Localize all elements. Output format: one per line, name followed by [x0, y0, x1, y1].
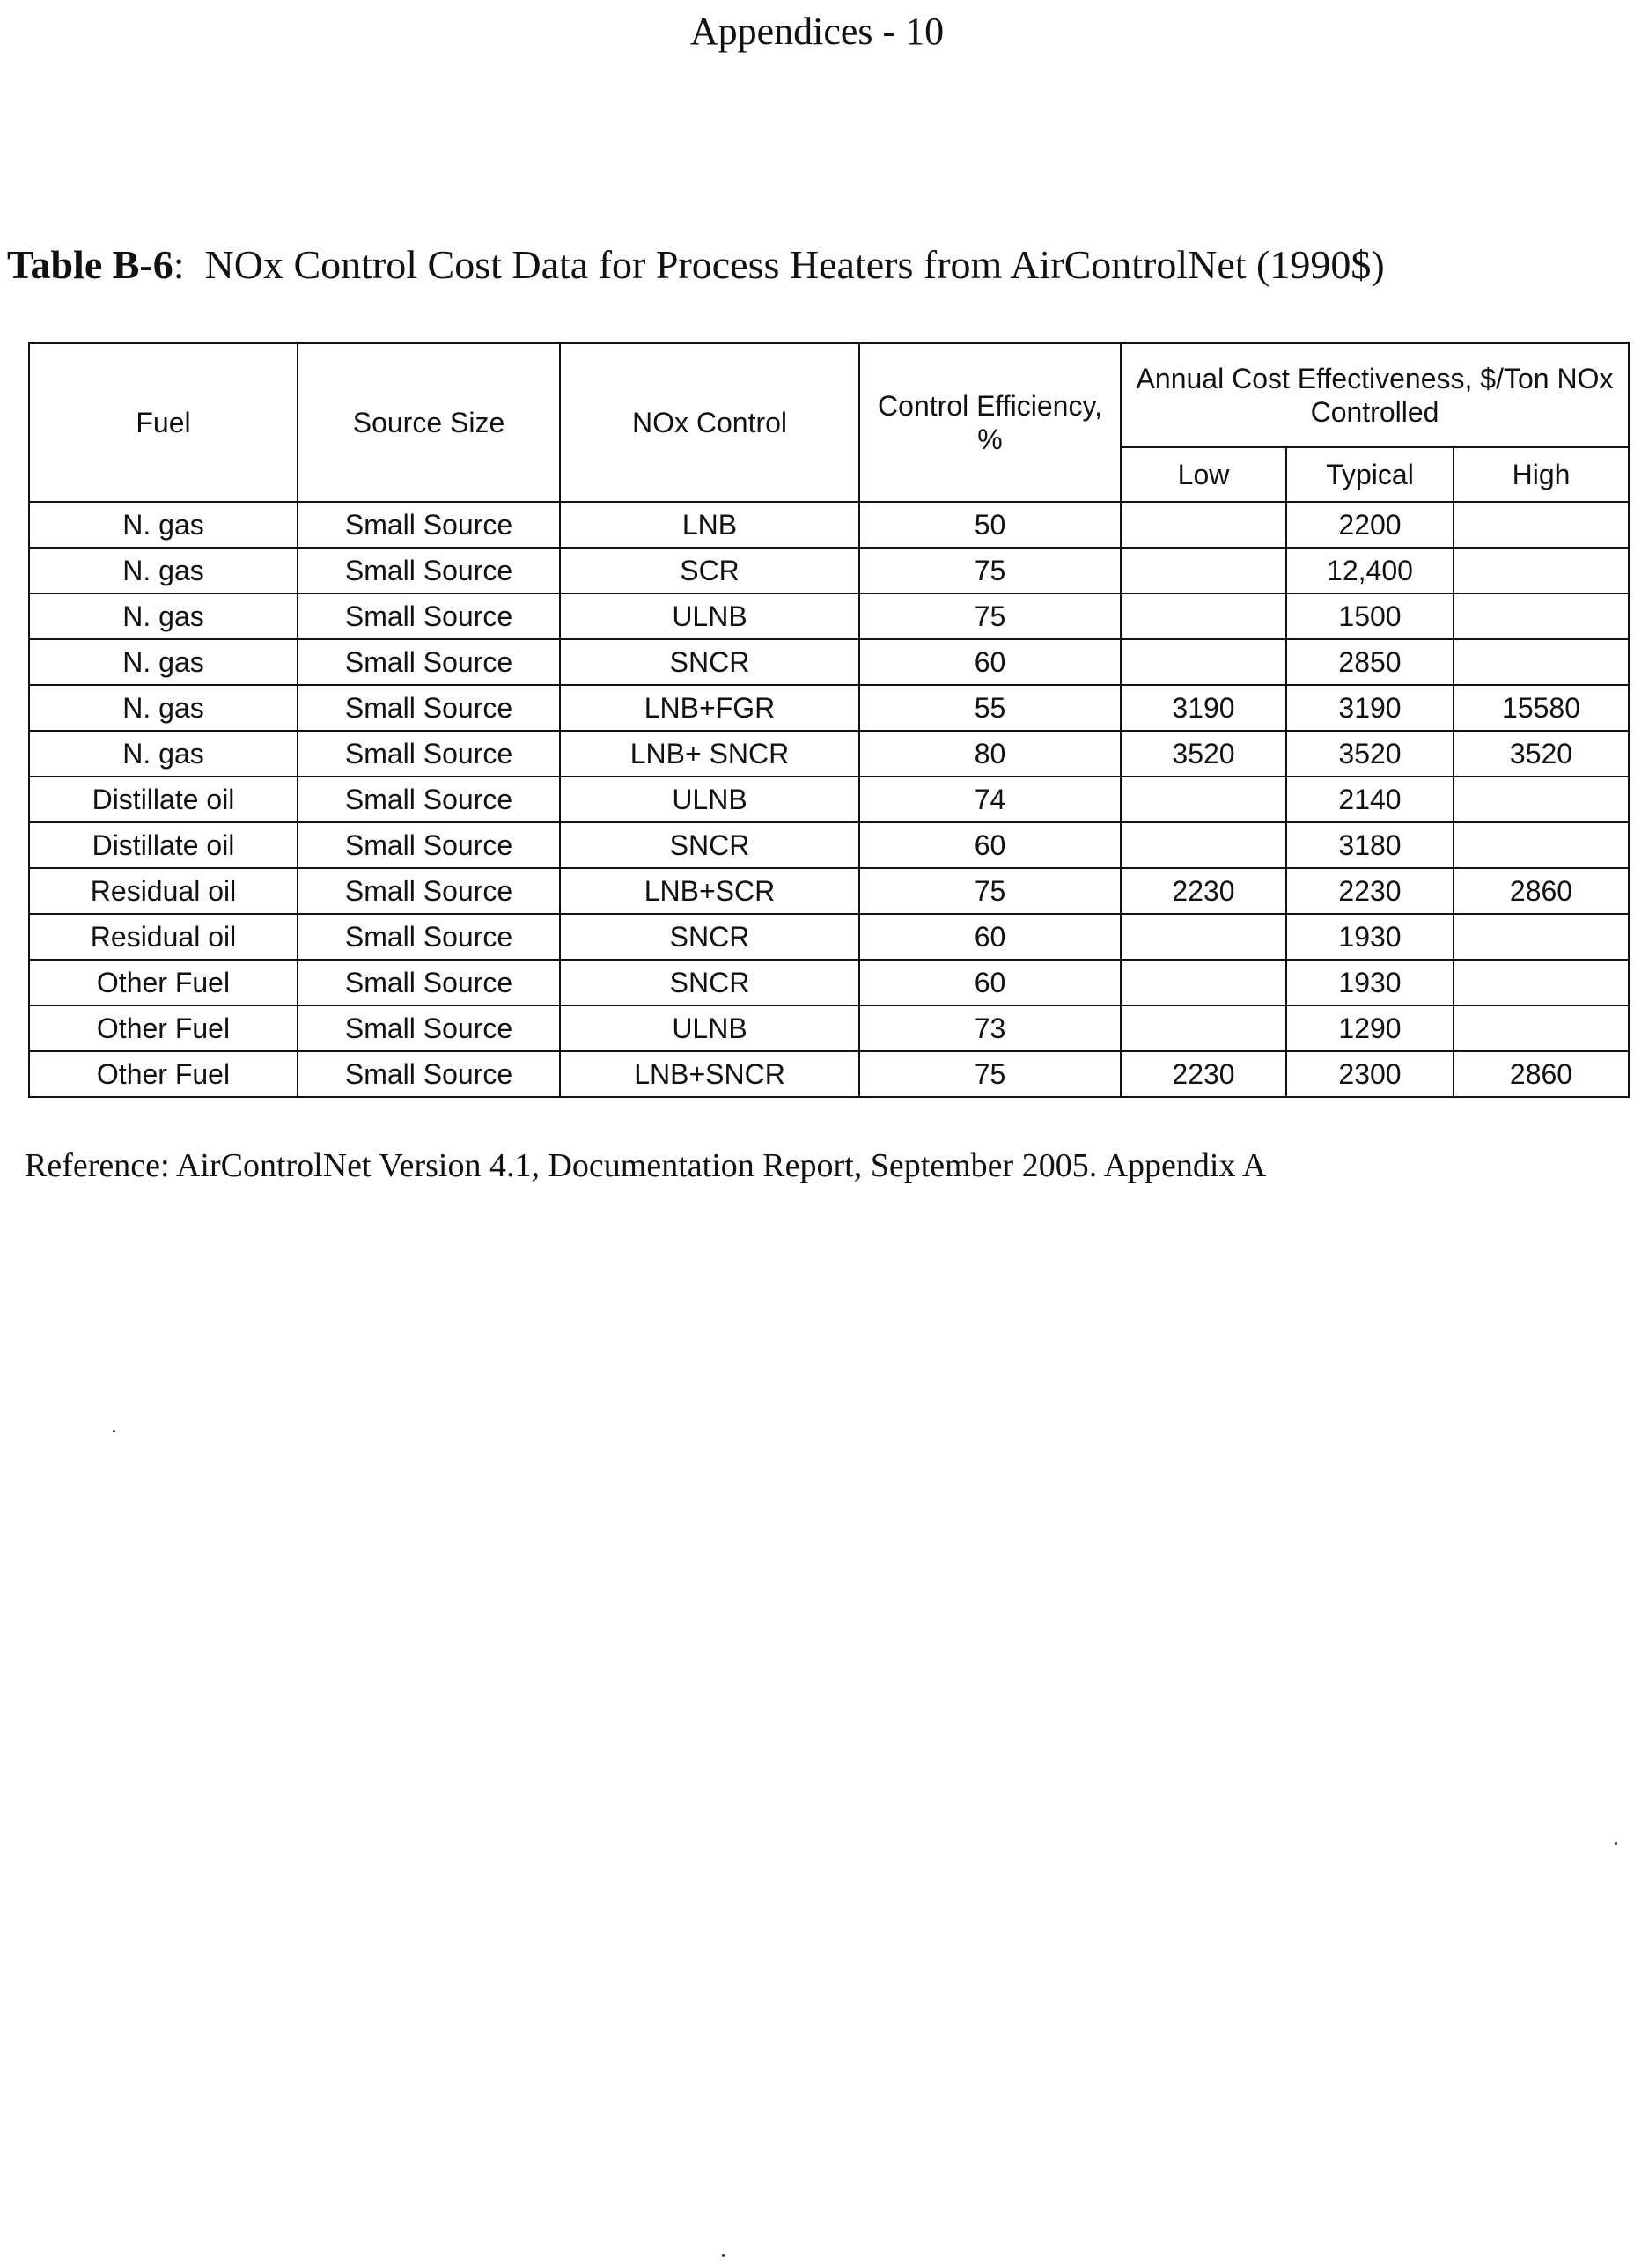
- cell-fuel: Other Fuel: [29, 1005, 298, 1051]
- table-row: [29, 731, 1629, 777]
- cell-source-size: Small Source: [298, 548, 560, 593]
- cell-high: [1454, 960, 1629, 1005]
- cell-fuel: Residual oil: [29, 868, 298, 914]
- table-row: [29, 685, 1629, 731]
- cell-nox-control: LNB: [560, 502, 859, 548]
- cell-fuel: N. gas: [29, 502, 298, 548]
- table-row: [29, 639, 1629, 685]
- cell-high: 3520: [1454, 731, 1629, 777]
- cell-efficiency: 74: [859, 777, 1121, 822]
- cell-source-size: Small Source: [298, 593, 560, 639]
- cell-source-size: Small Source: [298, 731, 560, 777]
- cell-fuel: N. gas: [29, 731, 298, 777]
- cell-efficiency: 60: [859, 822, 1121, 868]
- cell-low: 3190: [1121, 685, 1286, 731]
- cell-source-size: Small Source: [298, 1005, 560, 1051]
- nox-cost-table: [28, 342, 1630, 1098]
- cell-nox-control: ULNB: [560, 1005, 859, 1051]
- cell-fuel: N. gas: [29, 639, 298, 685]
- cell-source-size: Small Source: [298, 639, 560, 685]
- cell-nox-control: SNCR: [560, 960, 859, 1005]
- cell-nox-control: SNCR: [560, 914, 859, 960]
- cell-nox-control: SNCR: [560, 639, 859, 685]
- cell-low: 2230: [1121, 868, 1286, 914]
- cell-fuel: Other Fuel: [29, 1051, 298, 1097]
- cell-efficiency: 75: [859, 548, 1121, 593]
- table-row: [29, 914, 1629, 960]
- cell-efficiency: 50: [859, 502, 1121, 548]
- cell-low: [1121, 639, 1286, 685]
- cell-efficiency: 60: [859, 914, 1121, 960]
- cell-low: [1121, 822, 1286, 868]
- cell-efficiency: 80: [859, 731, 1121, 777]
- cell-high: [1454, 1005, 1629, 1051]
- cell-typical: 3180: [1286, 822, 1454, 868]
- cell-nox-control: LNB+ SNCR: [560, 731, 859, 777]
- cell-fuel: N. gas: [29, 548, 298, 593]
- header-source-size: Source Size: [298, 343, 560, 502]
- cell-low: [1121, 914, 1286, 960]
- table-title-label: Table B-6: [7, 242, 173, 287]
- table-title-separator: :: [173, 242, 185, 287]
- cell-typical: 2230: [1286, 868, 1454, 914]
- cell-nox-control: ULNB: [560, 593, 859, 639]
- cell-typical: 3190: [1286, 685, 1454, 731]
- cell-source-size: Small Source: [298, 685, 560, 731]
- cell-efficiency: 55: [859, 685, 1121, 731]
- header-nox-control: NOx Control: [560, 343, 859, 502]
- cell-low: [1121, 960, 1286, 1005]
- cell-typical: 2140: [1286, 777, 1454, 822]
- cell-fuel: N. gas: [29, 685, 298, 731]
- cell-typical: 3520: [1286, 731, 1454, 777]
- cell-nox-control: SNCR: [560, 822, 859, 868]
- scan-speck: [1615, 1842, 1617, 1845]
- cell-high: 15580: [1454, 685, 1629, 731]
- cell-high: [1454, 548, 1629, 593]
- cell-typical: 1290: [1286, 1005, 1454, 1051]
- cell-high: 2860: [1454, 1051, 1629, 1097]
- cell-efficiency: 75: [859, 1051, 1121, 1097]
- cell-typical: 1500: [1286, 593, 1454, 639]
- page-header: Appendices - 10: [689, 10, 945, 53]
- cell-fuel: N. gas: [29, 593, 298, 639]
- table-row: [29, 822, 1629, 868]
- cell-source-size: Small Source: [298, 914, 560, 960]
- cell-fuel: Distillate oil: [29, 822, 298, 868]
- cell-low: [1121, 1005, 1286, 1051]
- scan-speck: [113, 1430, 115, 1432]
- cell-typical: 1930: [1286, 960, 1454, 1005]
- cell-high: [1454, 593, 1629, 639]
- cell-low: [1121, 548, 1286, 593]
- cell-source-size: Small Source: [298, 868, 560, 914]
- cell-low: 2230: [1121, 1051, 1286, 1097]
- reference-note: Reference: AirControlNet Version 4.1, Documentation Report, September 2005. Appendix A: [25, 1147, 1267, 1184]
- cell-typical: 12,400: [1286, 548, 1454, 593]
- cell-low: 3520: [1121, 731, 1286, 777]
- cell-low: [1121, 777, 1286, 822]
- header-high: High: [1454, 447, 1629, 502]
- cell-efficiency: 75: [859, 593, 1121, 639]
- table-row: [29, 1051, 1629, 1097]
- cell-high: [1454, 502, 1629, 548]
- cell-typical: 2850: [1286, 639, 1454, 685]
- table-body: [29, 502, 1629, 1097]
- cell-source-size: Small Source: [298, 777, 560, 822]
- cell-high: [1454, 822, 1629, 868]
- cell-typical: 1930: [1286, 914, 1454, 960]
- cell-nox-control: LNB+SNCR: [560, 1051, 859, 1097]
- cell-nox-control: LNB+FGR: [560, 685, 859, 731]
- cell-nox-control: LNB+SCR: [560, 868, 859, 914]
- cell-fuel: Residual oil: [29, 914, 298, 960]
- scan-speck: [722, 2254, 725, 2257]
- header-annual-cost-effectiveness: Annual Cost Effectiveness, $/Ton NOx Controlled: [1121, 343, 1629, 447]
- cell-low: [1121, 502, 1286, 548]
- cell-nox-control: ULNB: [560, 777, 859, 822]
- table-row: [29, 777, 1629, 822]
- header-low: Low: [1121, 447, 1286, 502]
- cell-nox-control: SCR: [560, 548, 859, 593]
- cell-efficiency: 73: [859, 1005, 1121, 1051]
- cell-efficiency: 60: [859, 960, 1121, 1005]
- header-fuel: Fuel: [29, 343, 298, 502]
- table-title-text: NOx Control Cost Data for Process Heaters from AirControlNet (1990$): [204, 242, 1385, 287]
- cell-efficiency: 60: [859, 639, 1121, 685]
- header-control-efficiency: Control Efficiency, %: [859, 343, 1121, 502]
- cell-source-size: Small Source: [298, 502, 560, 548]
- cell-high: [1454, 639, 1629, 685]
- cell-high: 2860: [1454, 868, 1629, 914]
- table-title: [7, 239, 1385, 291]
- cell-source-size: Small Source: [298, 822, 560, 868]
- table-row: [29, 1005, 1629, 1051]
- table-row: [29, 548, 1629, 593]
- cell-source-size: Small Source: [298, 960, 560, 1005]
- cell-typical: 2200: [1286, 502, 1454, 548]
- cell-source-size: Small Source: [298, 1051, 560, 1097]
- cell-fuel: Other Fuel: [29, 960, 298, 1005]
- cell-efficiency: 75: [859, 868, 1121, 914]
- cell-high: [1454, 914, 1629, 960]
- table-row: [29, 502, 1629, 548]
- header-typical: Typical: [1286, 447, 1454, 502]
- cell-typical: 2300: [1286, 1051, 1454, 1097]
- table-row: [29, 868, 1629, 914]
- cell-fuel: Distillate oil: [29, 777, 298, 822]
- table-row: [29, 593, 1629, 639]
- table-row: [29, 960, 1629, 1005]
- cell-high: [1454, 777, 1629, 822]
- cell-low: [1121, 593, 1286, 639]
